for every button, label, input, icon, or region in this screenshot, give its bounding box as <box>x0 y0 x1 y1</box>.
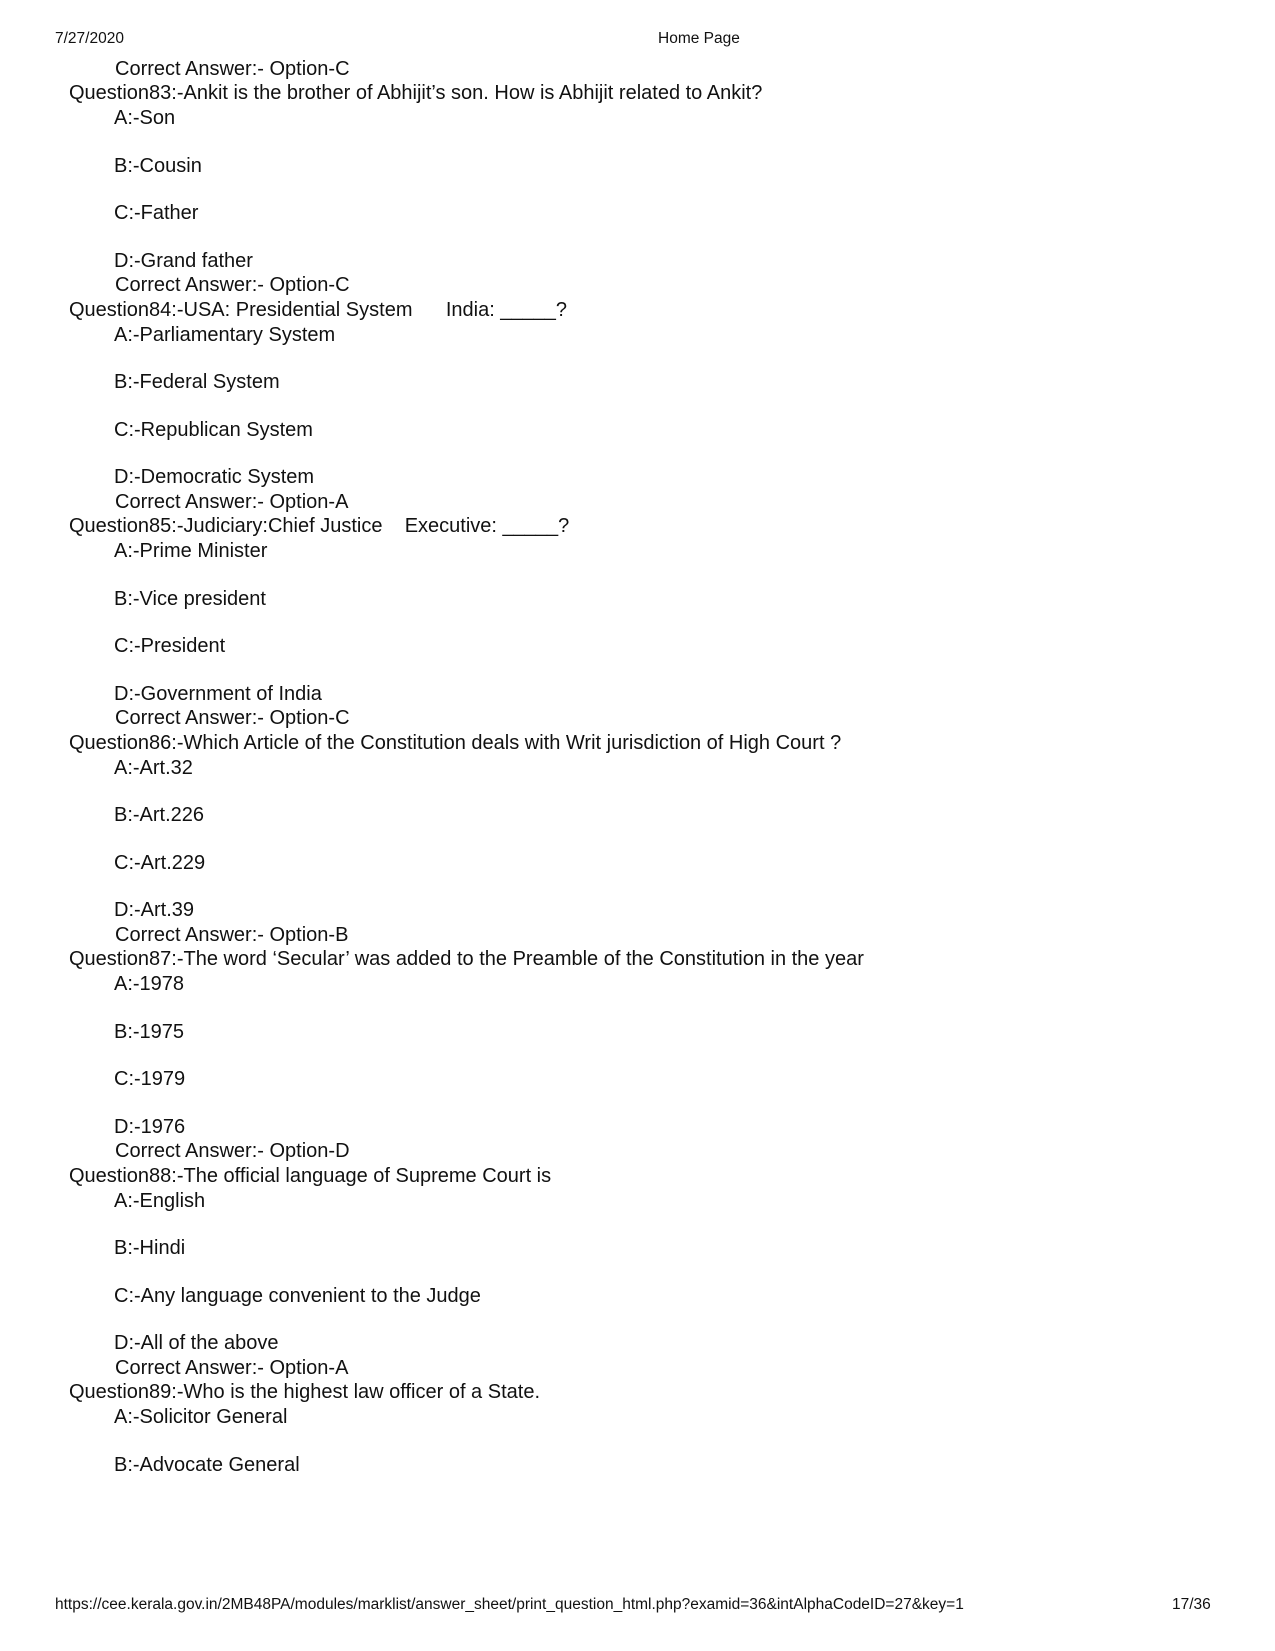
option-d: D:-Grand father <box>114 250 253 272</box>
option-d: D:-Government of India <box>114 683 322 705</box>
correct-answer: Correct Answer:- Option-B <box>115 924 349 946</box>
correct-answer: Correct Answer:- Option-C <box>115 274 350 296</box>
option-b: B:-Cousin <box>114 155 202 177</box>
source-url: https://cee.kerala.gov.in/2MB48PA/modules/marklist/answer_sheet/print_question_html.php?examid=36&intAlphaCodeID=27&key=1 <box>55 1596 964 1613</box>
question-text: Question86:-Which Article of the Constitution deals with Writ jurisdiction of High Court ? <box>69 732 842 754</box>
correct-answer: Correct Answer:- Option-A <box>115 1357 349 1379</box>
question-text: Question89:-Who is the highest law officer of a State. <box>69 1381 540 1403</box>
option-c: C:-Father <box>114 202 199 224</box>
option-d: D:-All of the above <box>114 1332 279 1354</box>
page-title: Home Page <box>658 30 740 47</box>
page-number: 17/36 <box>1172 1596 1211 1613</box>
correct-answer: Correct Answer:- Option-D <box>115 1140 350 1162</box>
question-text: Question87:-The word ‘Secular’ was added to the Preamble of the Constitution in the year <box>69 948 864 970</box>
correct-answer: Correct Answer:- Option-C <box>115 707 350 729</box>
option-c: C:-President <box>114 635 226 657</box>
option-d: D:-Democratic System <box>114 466 315 488</box>
option-b: B:-Federal System <box>114 371 280 393</box>
print-date: 7/27/2020 <box>55 30 124 47</box>
option-d: D:-Art.39 <box>114 899 195 921</box>
option-b: B:-Hindi <box>114 1237 186 1259</box>
previous-correct-answer: Correct Answer:- Option-C <box>115 58 350 80</box>
option-c: C:-1979 <box>114 1068 186 1090</box>
question-text: Question83:-Ankit is the brother of Abhijit’s son. How is Abhijit related to Ankit? <box>69 82 763 104</box>
option-a: A:-1978 <box>114 973 185 995</box>
option-a: A:-Art.32 <box>114 757 193 779</box>
option-a: A:-Son <box>114 107 176 129</box>
option-a: A:-English <box>114 1190 206 1212</box>
question-text: Question88:-The official language of Supreme Court is <box>69 1165 552 1187</box>
option-b: B:-Advocate General <box>114 1454 300 1476</box>
option-d: D:-1976 <box>114 1116 186 1138</box>
correct-answer: Correct Answer:- Option-A <box>115 491 349 513</box>
option-a: A:-Solicitor General <box>114 1406 288 1428</box>
question-text: Question85:-Judiciary:Chief Justice Executive: _____? <box>69 515 570 537</box>
option-c: C:-Republican System <box>114 419 313 441</box>
option-b: B:-Art.226 <box>114 804 205 826</box>
option-c: C:-Art.229 <box>114 852 206 874</box>
option-a: A:-Prime Minister <box>114 540 268 562</box>
option-a: A:-Parliamentary System <box>114 324 336 346</box>
question-text: Question84:-USA: Presidential System India: _____? <box>69 299 568 321</box>
option-b: B:-Vice president <box>114 588 266 610</box>
option-b: B:-1975 <box>114 1021 185 1043</box>
option-c: C:-Any language convenient to the Judge <box>114 1285 481 1307</box>
